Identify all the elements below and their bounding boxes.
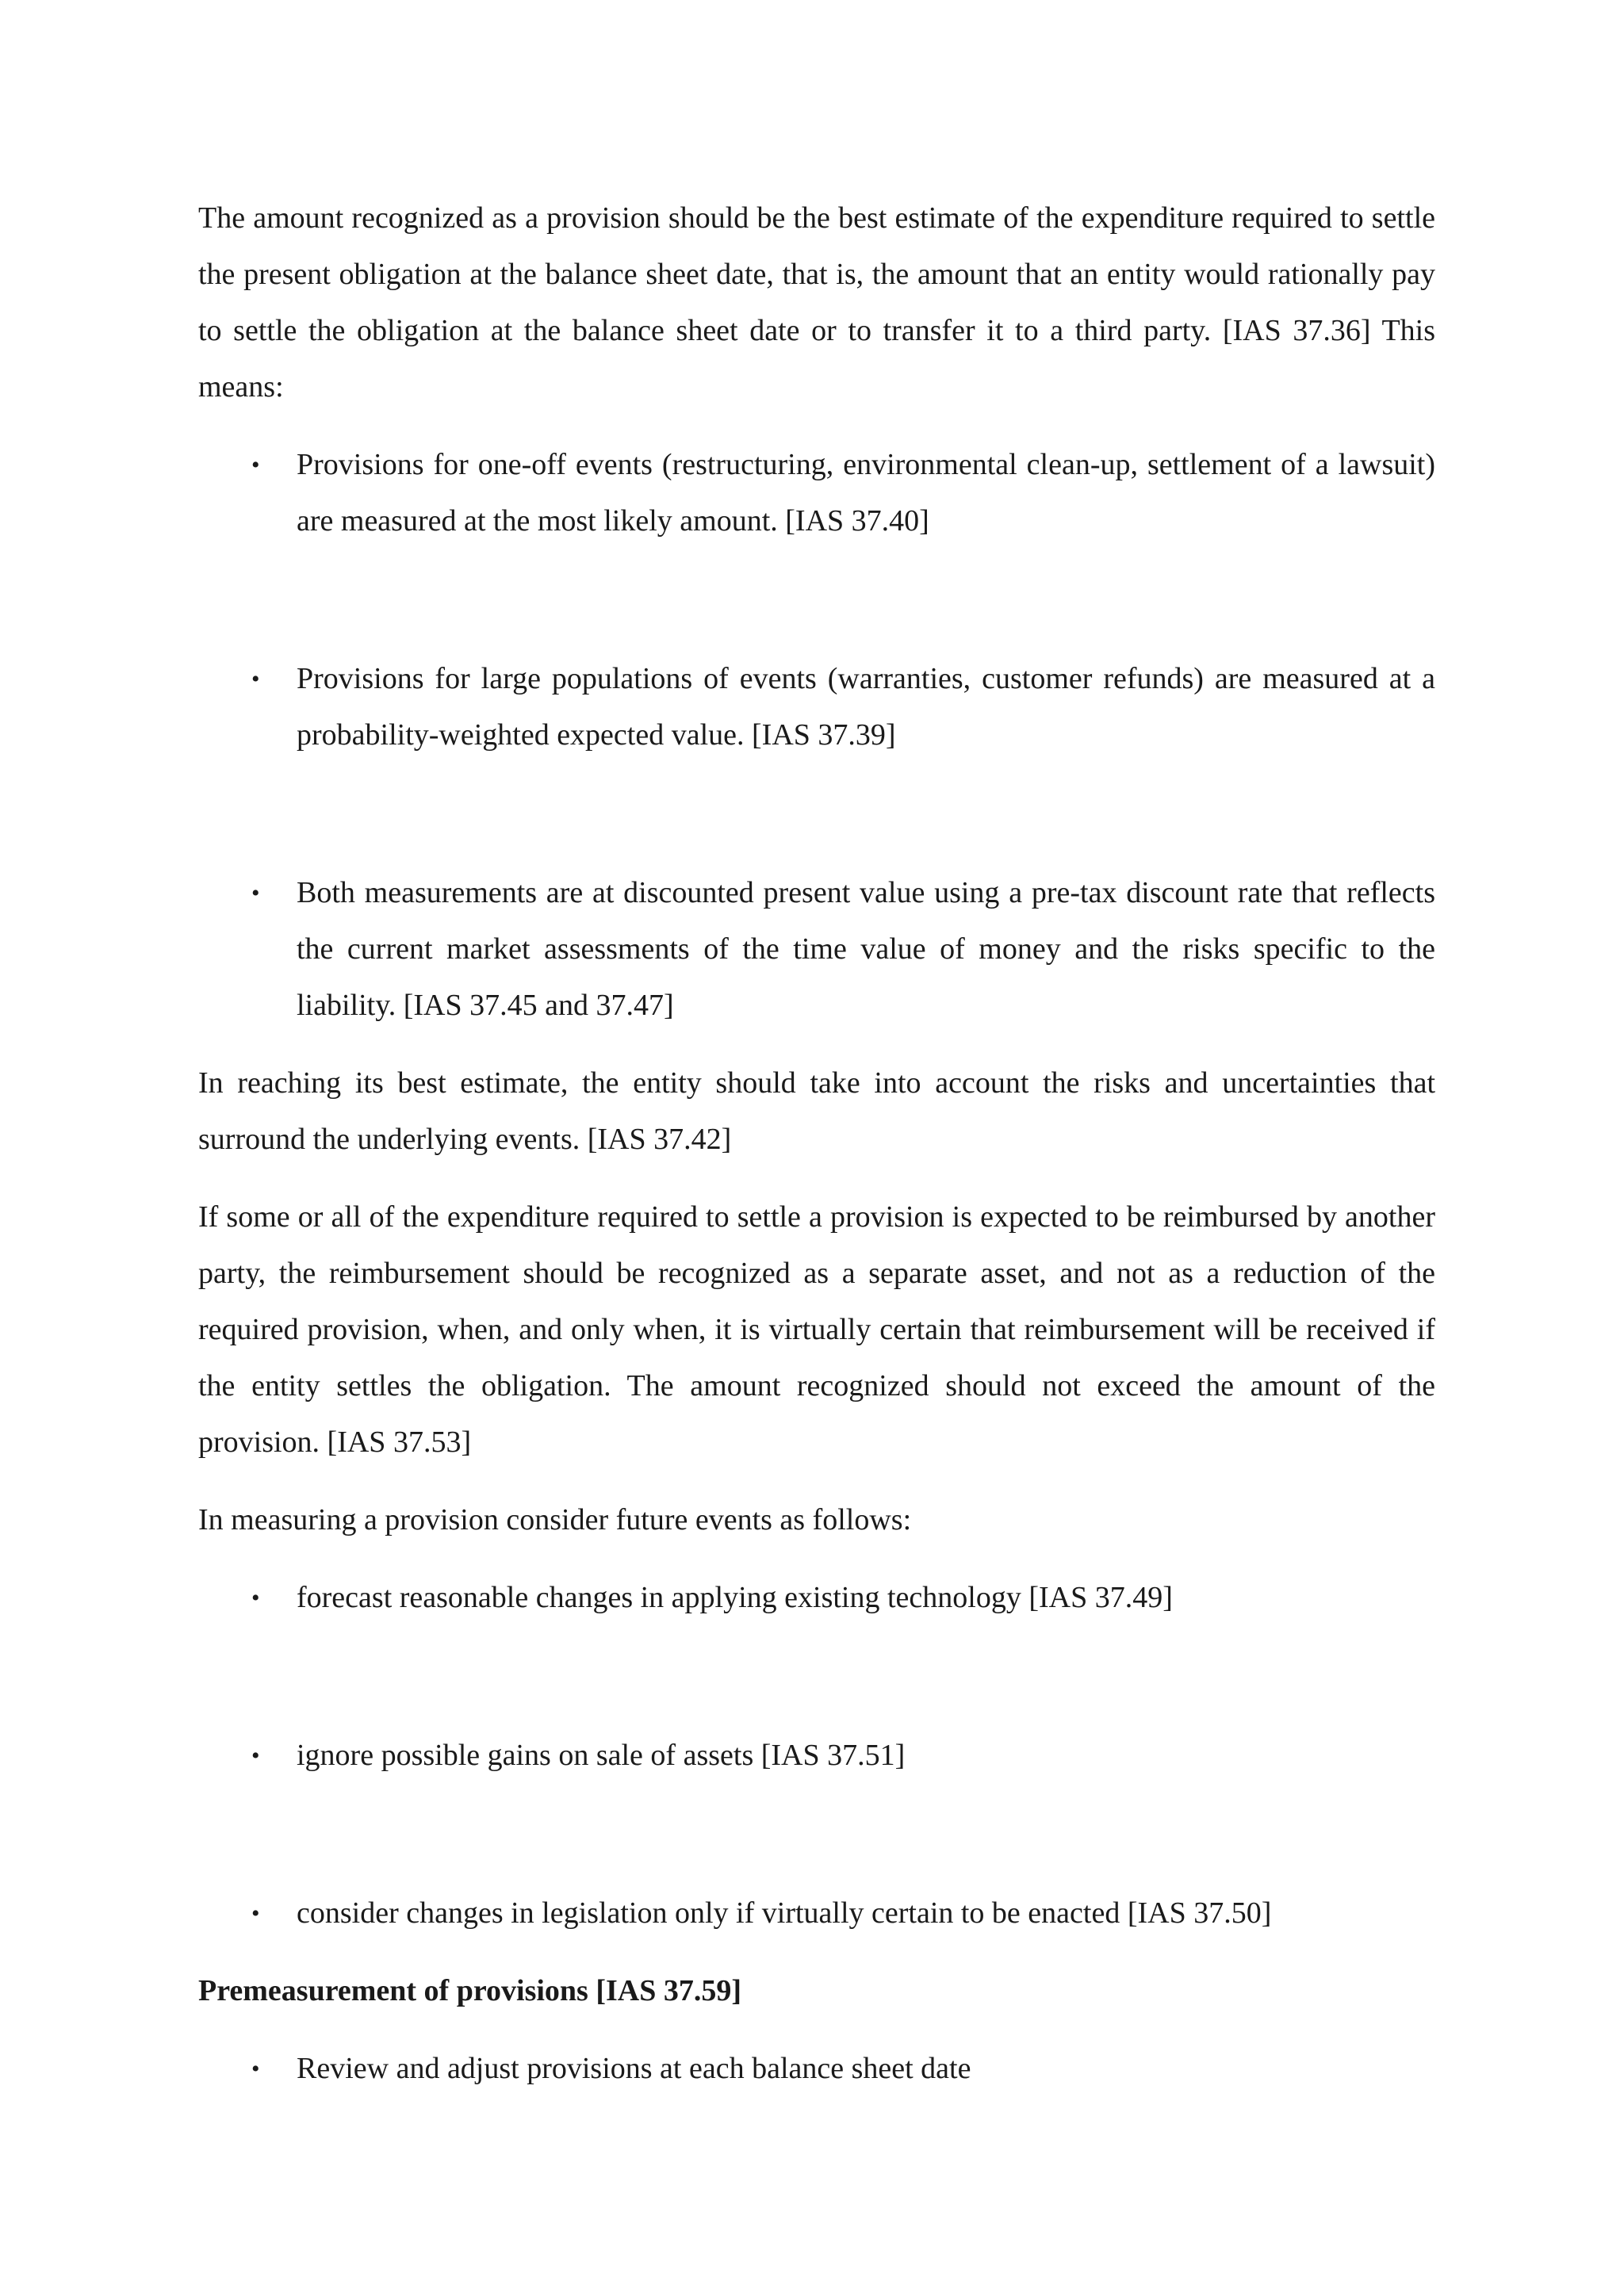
- list-item: [198, 1570, 1435, 1626]
- list-item: [198, 1885, 1435, 1942]
- list-item: [198, 1728, 1435, 1784]
- remeasurement-bullet-list: [198, 2041, 1435, 2097]
- list-item-text: Provisions for large populations of events (warranties, customer refunds) are measured at a probability-weighted expected value. [IAS 37.39]: [297, 662, 1435, 752]
- bullet-icon: •: [251, 2056, 260, 2082]
- future-events-bullet-list: [198, 1570, 1435, 1942]
- bullet-icon: •: [251, 1743, 260, 1769]
- section-heading: Premeasurement of provisions [IAS 37.59]: [198, 1974, 742, 2007]
- list-item-text: ignore possible gains on sale of assets [IAS 37.51]: [297, 1739, 906, 1772]
- bullet-icon: •: [251, 1585, 260, 1611]
- measurement-bullet-list: [198, 437, 1435, 1034]
- intro-paragraph: The amount recognized as a provision should be the best estimate of the expenditure required to settle the present obligation at the balance sheet date, that is, the amount that an entity would rationally pay to settle the obligation at the balance sheet date or to transfer it to a third party. [IAS 37.36] This means:: [198, 201, 1435, 404]
- list-item-text: Review and adjust provisions at each balance sheet date: [297, 2052, 971, 2085]
- list-item: [198, 437, 1435, 549]
- list-item: [198, 2041, 1435, 2097]
- list-item: [198, 651, 1435, 763]
- risks-paragraph: In reaching its best estimate, the entity should take into account the risks and uncertainties that surround the underlying events. [IAS 37.42]: [198, 1066, 1435, 1156]
- list-item-text: Both measurements are at discounted present value using a pre-tax discount rate that reflects the current market assessments of the time value of money and the risks specific to the liability. [IAS 37.45 and 37.47]: [297, 876, 1435, 1022]
- list-item-text: forecast reasonable changes in applying existing technology [IAS 37.49]: [297, 1581, 1173, 1614]
- list-item: [198, 865, 1435, 1034]
- reimbursement-paragraph: If some or all of the expenditure required to settle a provision is expected to be reimbursed by another party, the reimbursement should be recognized as a separate asset, and not as a reduction of the required provision, when, and only when, it is virtually certain that reimbursement will be received if the entity settles the obligation. The amount recognized should not exceed the amount of the provision. [IAS 37.53]: [198, 1200, 1435, 1459]
- document-page: [198, 190, 1435, 2097]
- bullet-icon: •: [251, 880, 260, 906]
- bullet-icon: •: [251, 1900, 260, 1927]
- list-item-text: Provisions for one-off events (restructuring, environmental clean-up, settlement of a lawsuit) are measured at the most likely amount. [IAS 37.40]: [297, 448, 1435, 538]
- future-events-paragraph: In measuring a provision consider future events as follows:: [198, 1503, 912, 1536]
- list-item-text: consider changes in legislation only if virtually certain to be enacted [IAS 37.50]: [297, 1896, 1272, 1930]
- bullet-icon: •: [251, 666, 260, 692]
- bullet-icon: •: [251, 452, 260, 478]
